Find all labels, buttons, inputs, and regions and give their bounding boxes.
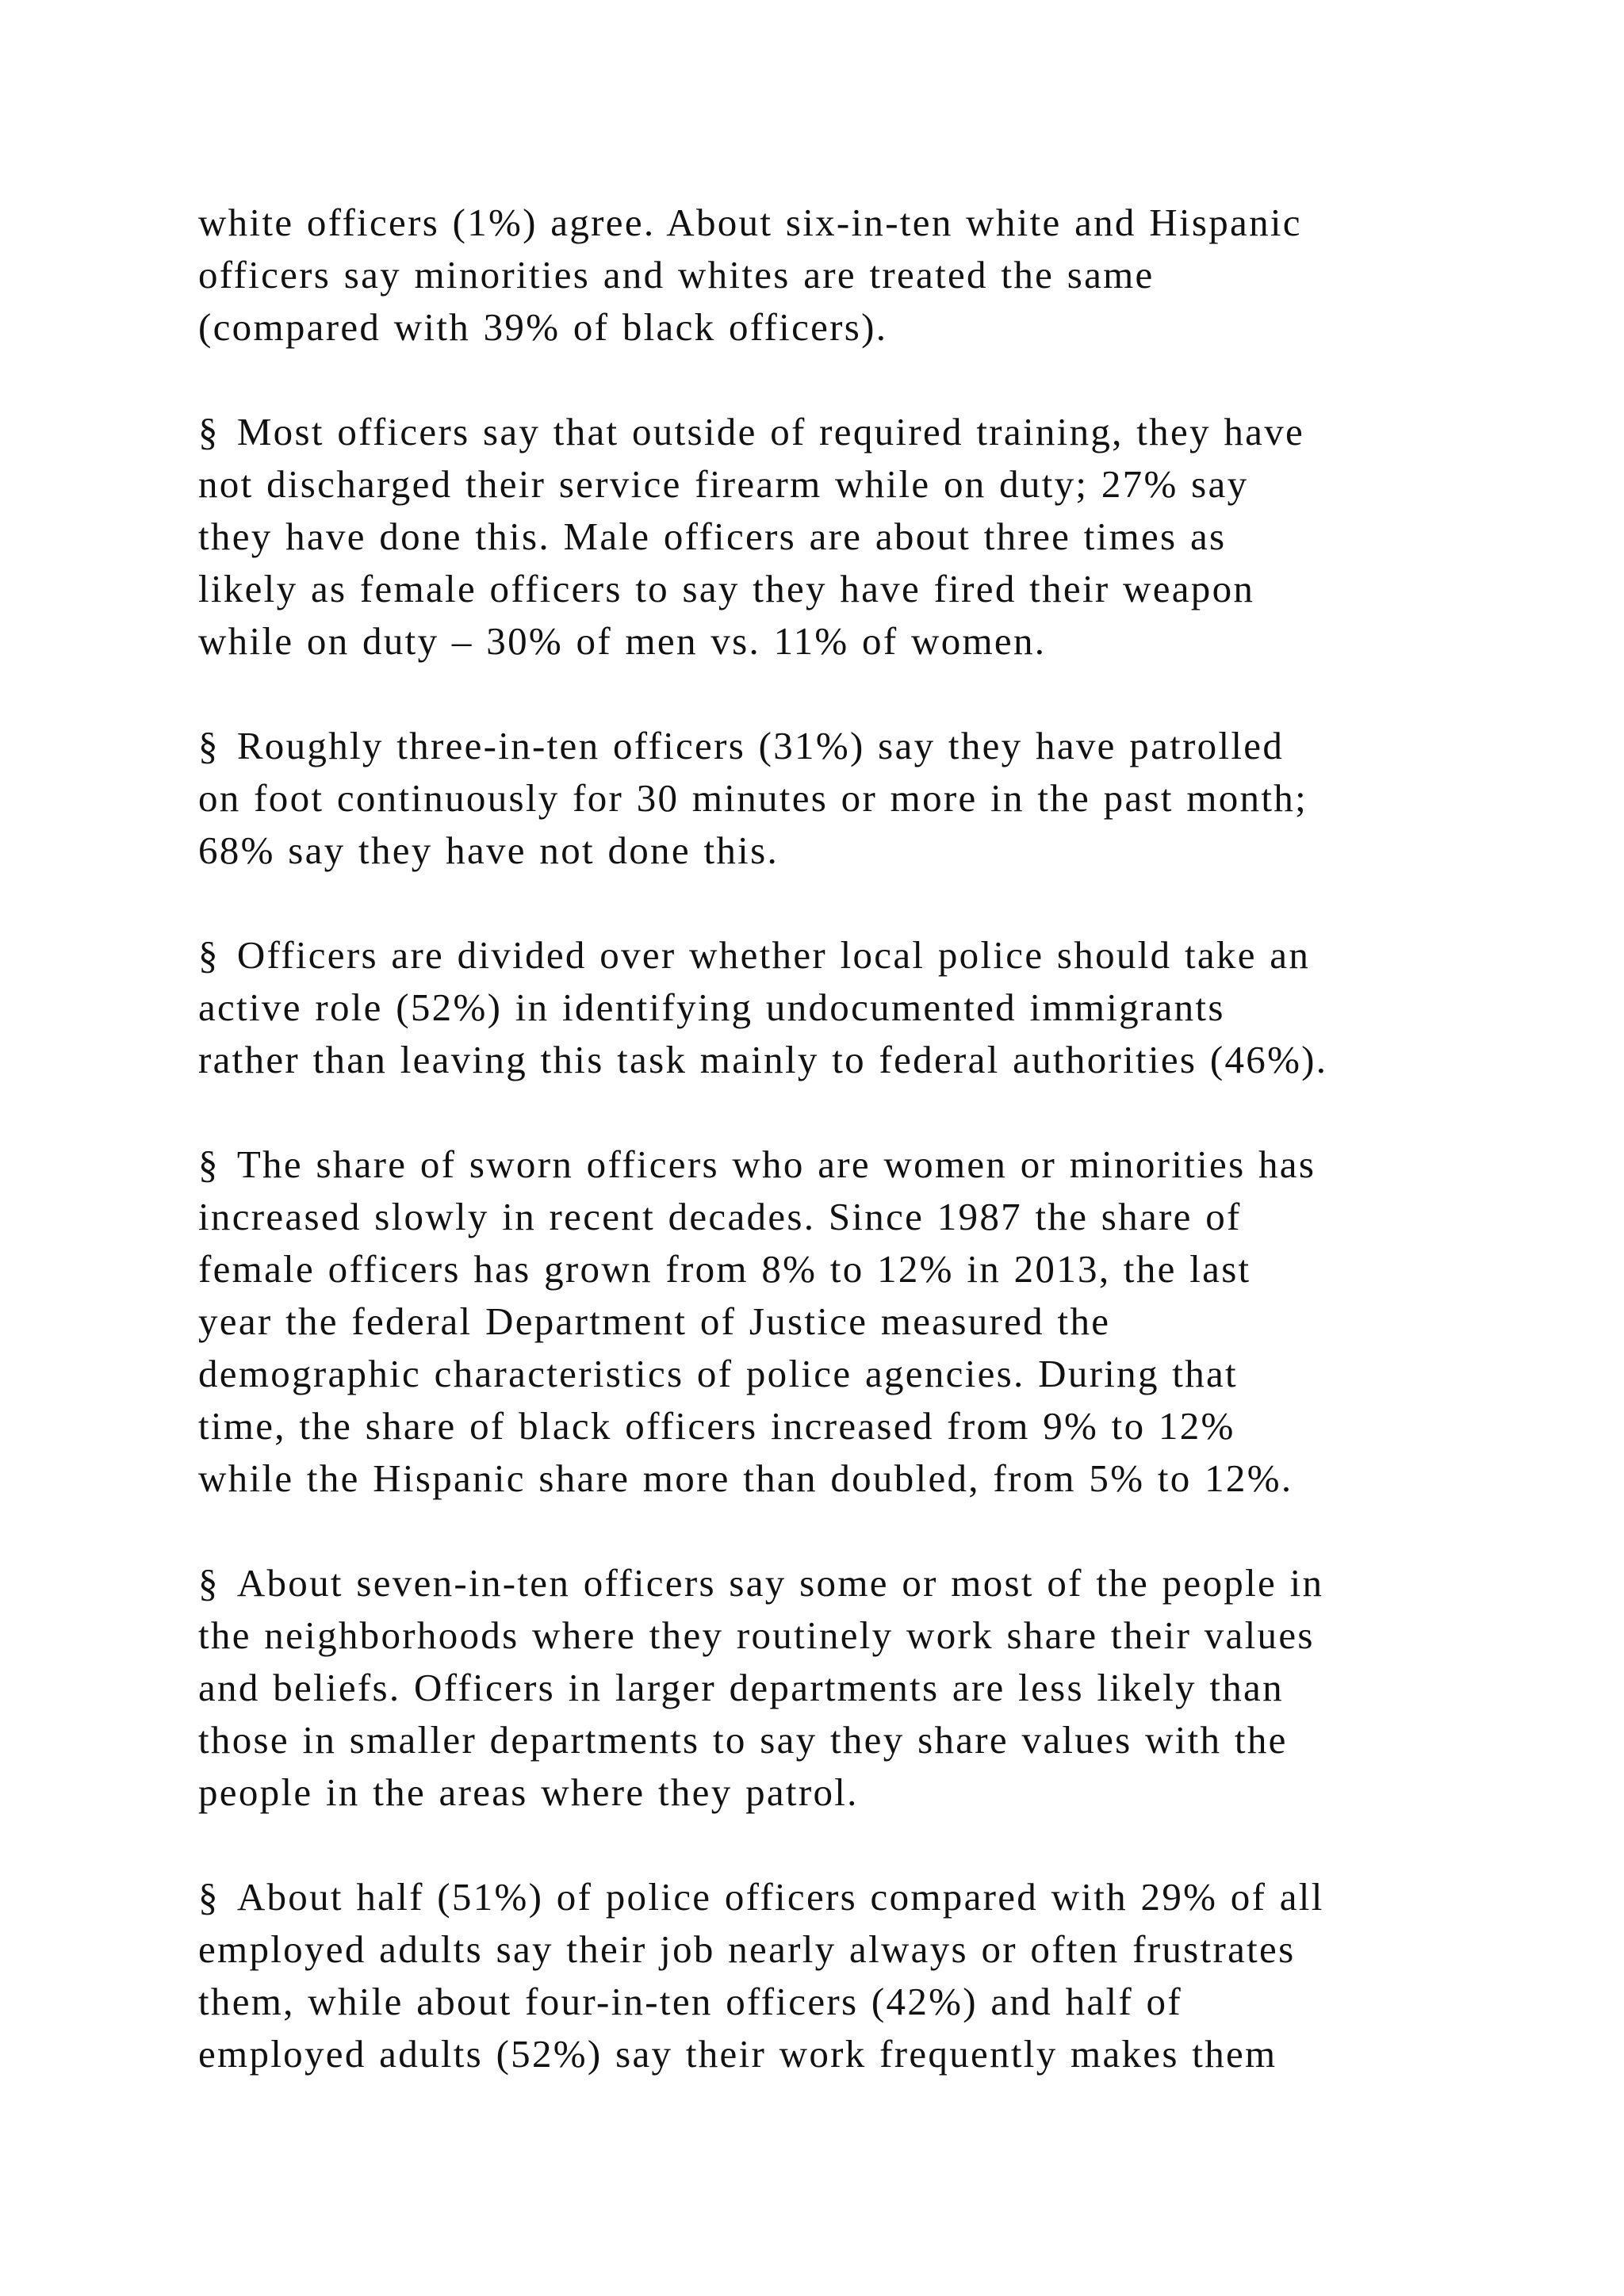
text-line: year the federal Department of Justice measured the xyxy=(198,1299,1111,1343)
text-line: them, while about four-in-ten officers (42%) and half of xyxy=(198,1980,1182,2023)
text-line-first xyxy=(198,929,1515,982)
text-line: increased slowly in recent decades. Since 1987 the share of xyxy=(198,1195,1242,1238)
text-line-first xyxy=(198,1871,1515,1923)
text-line: rather than leaving this task mainly to federal authorities (46%). xyxy=(198,1038,1328,1081)
section-symbol-icon: § xyxy=(198,724,220,767)
text-line: employed adults say their job nearly always or often frustrates xyxy=(198,1927,1296,1971)
text-line: while the Hispanic share more than doubled, from 5% to 12%. xyxy=(198,1456,1293,1500)
text-line: demographic characteristics of police agencies. During that xyxy=(198,1352,1238,1395)
text-line-first xyxy=(198,406,1515,458)
text-line: The share of sworn officers who are women or minorities has xyxy=(236,1142,1316,1186)
text-line: About half (51%) of police officers compared with 29% of all xyxy=(236,1875,1324,1919)
text-line-first xyxy=(198,720,1515,772)
text-line-first xyxy=(198,1138,1515,1191)
text-line: and beliefs. Officers in larger departments are less likely than xyxy=(198,1666,1284,1709)
paragraph-1 xyxy=(198,197,1515,354)
paragraph-7 xyxy=(198,1871,1515,2080)
text-line: officers say minorities and whites are treated the same xyxy=(198,253,1155,297)
paragraph-6 xyxy=(198,1557,1515,1819)
paragraph-5 xyxy=(198,1138,1515,1505)
text-line: active role (52%) in identifying undocumented immigrants xyxy=(198,985,1225,1029)
text-line: not discharged their service firearm while on duty; 27% say xyxy=(198,462,1249,506)
section-symbol-icon: § xyxy=(198,410,220,453)
text-line: (compared with 39% of black officers). xyxy=(198,305,888,349)
text-line: time, the share of black officers increased from 9% to 12% xyxy=(198,1404,1235,1448)
paragraph-3 xyxy=(198,720,1515,877)
document-page xyxy=(198,197,1515,2133)
text-line: Most officers say that outside of required training, they have xyxy=(236,410,1305,453)
text-line: employed adults (52%) say their work frequently makes them xyxy=(198,2032,1277,2076)
text-line: they have done this. Male officers are about three times as xyxy=(198,515,1227,558)
text-line: Roughly three-in-ten officers (31%) say they have patrolled xyxy=(236,724,1285,767)
paragraph-4 xyxy=(198,929,1515,1086)
section-symbol-icon: § xyxy=(198,1561,220,1605)
text-line: female officers has grown from 8% to 12% in 2013, the last xyxy=(198,1247,1251,1291)
text-line: 68% say they have not done this. xyxy=(198,828,779,872)
text-line: on foot continuously for 30 minutes or more in the past month; xyxy=(198,776,1308,820)
text-line: likely as female officers to say they have fired their weapon xyxy=(198,567,1255,610)
section-symbol-icon: § xyxy=(198,933,220,977)
text-line: while on duty – 30% of men vs. 11% of women. xyxy=(198,619,1047,663)
section-symbol-icon: § xyxy=(198,1142,220,1186)
paragraph-2 xyxy=(198,406,1515,668)
text-line: those in smaller departments to say they share values with the xyxy=(198,1718,1288,1762)
text-line: Officers are divided over whether local police should take an xyxy=(236,933,1311,977)
text-line: white officers (1%) agree. About six-in-ten white and Hispanic xyxy=(198,201,1302,244)
text-line-first xyxy=(198,1557,1515,1609)
text-line: About seven-in-ten officers say some or most of the people in xyxy=(236,1561,1324,1605)
section-symbol-icon: § xyxy=(198,1875,220,1919)
text-line: the neighborhoods where they routinely work share their values xyxy=(198,1613,1315,1657)
text-line: people in the areas where they patrol. xyxy=(198,1770,859,1814)
